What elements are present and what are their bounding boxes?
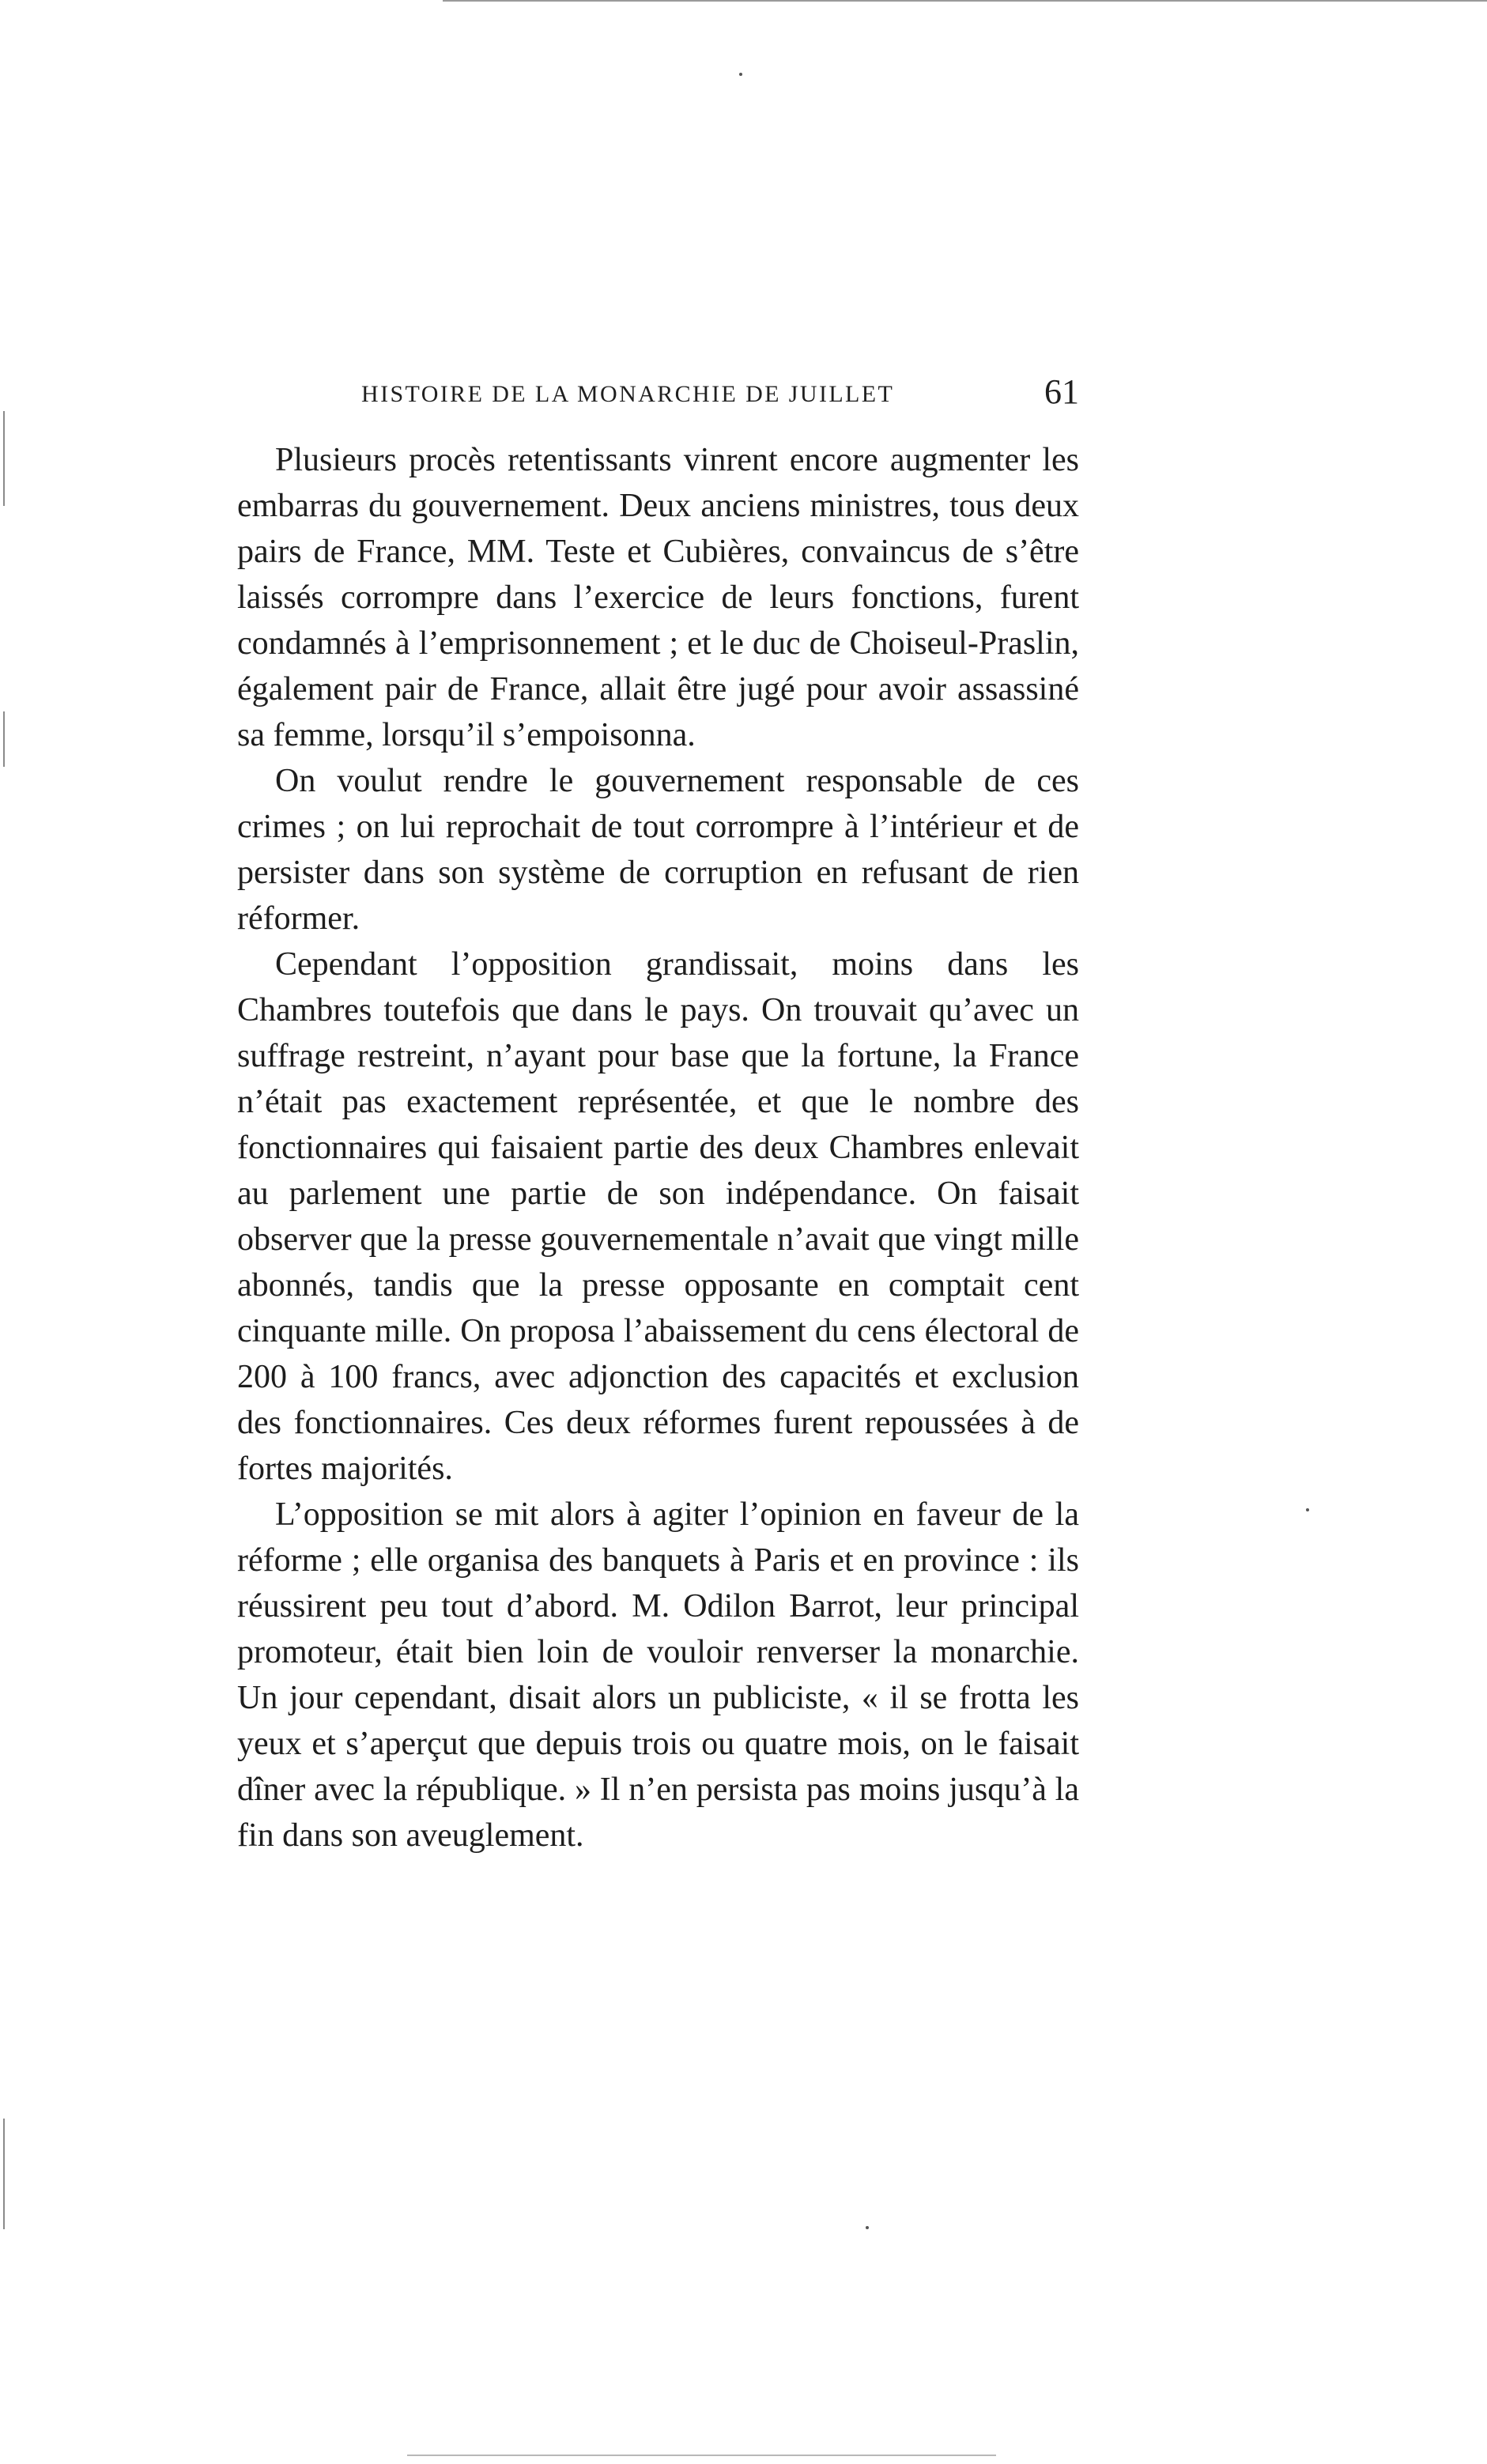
scan-border-bottom [407, 2455, 996, 2456]
paragraph: Cependant l’opposition grandissait, moins dans les Chambres toutefois que dans le pays. On trouvait qu’avec un suffrage restreint, n’ayant pour base que la fortune, la France n’était pas exactement représentée, et que le nombre des fonctionnaires qui faisaient partie des deux Chambres enlevait au parlement une partie de son indépendance. On faisait observer que la presse gouvernementale n’avait que vingt mille abonnés, tandis que la presse opposante en comptait cent cinquante mille. On proposa l’abaissement du cens électoral de 200 à 100 francs, avec adjonction des capacités et exclusion des fonctionnaires. Ces deux réformes furent repoussées à de fortes majorités. [237, 946, 1079, 1487]
body-text [237, 437, 1079, 1858]
scan-edge-mark [3, 411, 5, 506]
scan-edge-mark [3, 2119, 5, 2229]
paragraph: Plusieurs procès retentissants vinrent encore augmenter les embarras du gouvernement. Deux anciens ministres, tous deux pairs de France, MM. Teste et Cubières, convaincus de s’être laissés corrompre dans l’exercice de leurs fonctions, furent condamnés à l’emprisonnement ; et le duc de Choiseul-Praslin, également pair de France, allait être jugé pour avoir assassiné sa femme, lorsqu’il s’empoisonna. [237, 442, 1079, 753]
scan-speck [1306, 1508, 1309, 1511]
scan-edge-mark [3, 711, 5, 767]
page-header [273, 372, 1079, 419]
running-title: HISTOIRE DE LA MONARCHIE DE JUILLET [361, 381, 895, 407]
scan-speck [866, 2226, 869, 2229]
page-number: 61 [1044, 372, 1079, 411]
paragraph: On voulut rendre le gouvernement responsable de ces crimes ; on lui reprochait de tout corrompre à l’intérieur et de persister dans son système de corruption en refusant de rien réformer. [237, 763, 1079, 937]
paragraph: L’opposition se mit alors à agiter l’opinion en faveur de la réforme ; elle organisa des banquets à Paris et en province : ils réussirent peu tout d’abord. M. Odilon Barrot, leur principal promoteur, était bien loin de vouloir renverser la monarchie. Un jour cependant, disait alors un publiciste, « il se frotta les yeux et s’aperçut que depuis trois ou quatre mois, on le faisait dîner avec la république. » Il n’en persista pas moins jusqu’à la fin dans son aveuglement. [237, 1496, 1079, 1854]
scan-border-top [443, 0, 1487, 2]
scan-speck [739, 73, 742, 76]
